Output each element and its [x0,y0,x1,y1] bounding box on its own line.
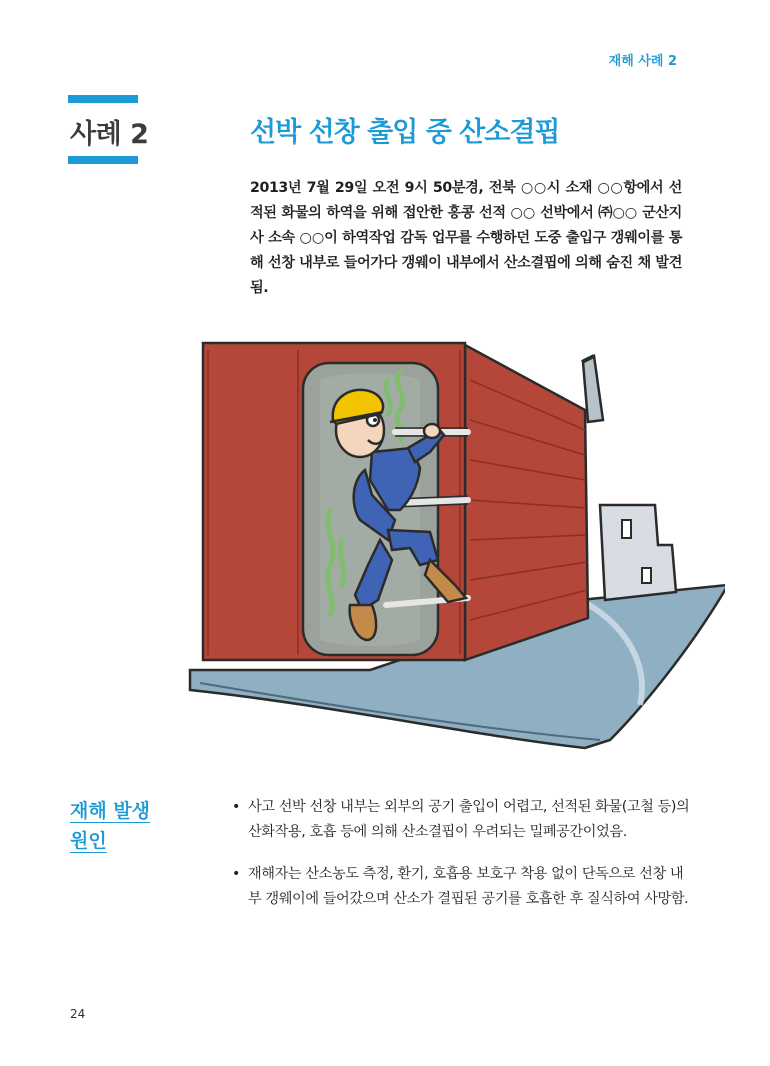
running-header: 재해 사례 2 [608,54,677,69]
case-label: 사례 2 [70,119,149,150]
ship-superstructure [600,505,676,600]
cause-item-text: 재해자는 산소농도 측정, 환기, 호흡용 보호구 착용 없이 단독으로 선창 내부 갱웨이에 들어갔으며 산소가 결핍된 공기를 호흡한 후 질식하여 사망함. [248,866,689,907]
cause-heading-line2: 원인 [70,830,107,852]
cause-heading [70,796,150,856]
cause-item [232,862,694,912]
case-label-top-rule [68,95,138,103]
accident-illustration [185,322,725,754]
cause-item [232,795,694,845]
case-title: 선박 선창 출입 중 산소결핍 [250,117,560,148]
bullet: • [232,866,240,882]
cause-heading-line1: 재해 발생 [70,800,151,822]
case-label-bottom-rule [68,156,138,164]
cause-item-text: 사고 선박 선창 내부는 외부의 공기 출입이 어렵고, 선적된 화물(고철 등)의 산화작용, 호흡 등에 의해 산소결핍이 우려되는 밀폐공간이었음. [248,799,690,840]
page-number: 24 [70,1007,86,1021]
case-description: 2013년 7월 29일 오전 9시 50분경, 전북 ○○시 소재 ○○항에서 선적된 화물의 하역을 위해 접안한 홍콩 선적 ○○ 선박에서 ㈜○○ 군산지사 소속 ○○이 하역작업 감독 업무를 수행하던 도중 출입구 갱웨이를 통해 선창 내부로 들어가다 갱웨이 내부에서 산소결핍에 의해 숨진 채 발견됨. [250,180,682,296]
bullet: • [232,799,240,815]
cause-list [232,795,694,929]
